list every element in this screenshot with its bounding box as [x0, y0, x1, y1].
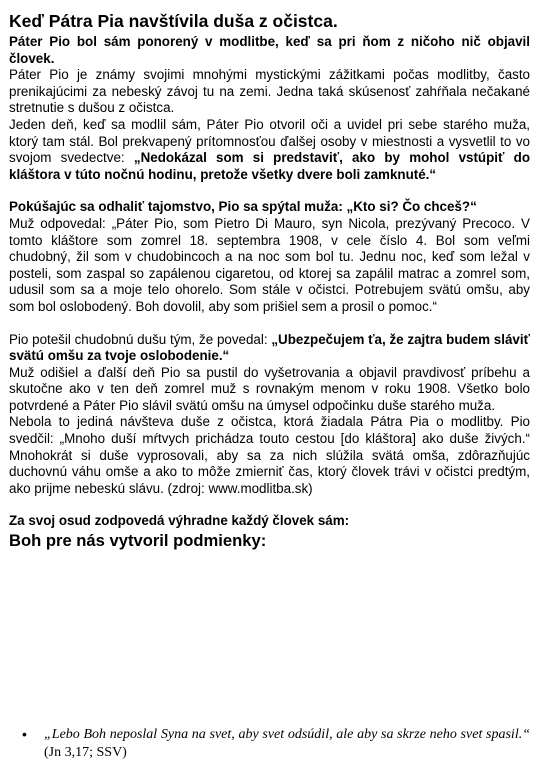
spacer	[9, 183, 530, 199]
bible-quote-text: „Lebo Boh neposlal Syna na svet, aby svet odsúdil, ale aby sa skrze neho svet spasil.“	[44, 727, 530, 742]
paragraph-2-text: Jeden deň, keď sa modlil sám, Páter Pio otvoril oči a uvidel pri sebe starého muža, ktorý tam stál. Bol prekvapený prítomnosťou ďalšej osoby v miestnosti a vysvetlil to vo svojom svedectve:	[9, 116, 530, 166]
paragraph-2-quote: „Nedokázal som si predstaviť, ako by mohol vstúpiť do kláštora v túto nočnú hodinu, pretože všetky dvere boli zamknuté.“	[9, 150, 531, 182]
question-paragraph: Pokúšajúc sa odhaliť tajomstvo, Pio sa spýtal muža: „Kto si? Čo chceš?“	[9, 199, 477, 215]
bullet-list-item	[22, 726, 530, 761]
spacer	[9, 497, 530, 513]
paragraph-1: Páter Pio je známy svojimi mnohými mystickými zážitkami počas modlitby, často prenikajúcimi za nebeský závoj tu na zemi. Jedna taká skúsenosť zahŕňala nečakané stretnutie s dušou z očistca.	[9, 67, 530, 116]
comfort-paragraph	[9, 332, 530, 365]
comfort-quote: „Ubezpečujem ťa, že zajtra budem sláviť svätú omšu za tvoje oslobodenie.“	[9, 331, 530, 364]
paragraph-5: Nebola to jediná návšteva duše z očistca, ktorá žiadala Pátra Pia o modlitby. Pio svedčil: „Mnoho duší mŕtvych prichádza touto cestou [do kláštora] ako duše živých.“ Mnohokrát si duše vyprosovali, aby sa za nich slúžila svätá omša, zdôrazňujúc duchovnú váhu omše a ako to môže zmierniť čas, ktorý človek trávi v očistci predtým, ako prijme nebeskú slávu. (zdroj: www.modlitba.sk)	[9, 414, 530, 496]
bible-quote	[44, 726, 530, 761]
comfort-text: Pio potešil chudobnú dušu tým, že povedal:	[9, 331, 272, 347]
paragraph-2	[9, 117, 530, 183]
closing-statement: Za svoj osud zodpovedá výhradne každý človek sám:	[9, 513, 350, 529]
bullet-icon: •	[22, 726, 27, 742]
spacer	[9, 316, 530, 332]
intro-lead: Páter Pio bol sám ponorený v modlitbe, keď sa pri ňom z ničoho nič objavil človek.	[9, 34, 530, 66]
article-title: Keď Pátra Pia navštívila duša z očistca.	[9, 11, 338, 31]
paragraph-4: Muž odišiel a ďalší deň Pio sa pustil do vyšetrovania a objavil pravdivosť príbehu a skutočne ako v ten deň zomrel muž s rovnakým menom v roku 1908. Všetko bolo potvrdené a Páter Pio slávil svätú omšu na úmysel odpočinku duše starého muža.	[9, 364, 530, 413]
bible-reference: (Jn 3,17; SSV)	[44, 744, 127, 760]
article	[9, 10, 530, 551]
answer-paragraph: Muž odpovedal: „Páter Pio, som Pietro Di Mauro, syn Nicola, prezývaný Precoco. V tomto kláštore som zomrel 18. septembra 1908, v cele číslo 4. Bol som veľmi chudobný, žil som v chudobincoch a na noc som bol tu. Jednu noc, keď som ležal v posteli, som zaspal so zapálenou cigaretou, od ktorej sa zapálil matrac a zomrel som, udusil som sa a moje telo ohorelo. Som stále v očistci. Potrebujem svätú omšu, aby som bol oslobodený. Boh dovolil, aby som prišiel sem a prosil o pomoc.“	[9, 215, 530, 314]
closing-heading: Boh pre nás vytvoril podmienky:	[9, 531, 267, 551]
